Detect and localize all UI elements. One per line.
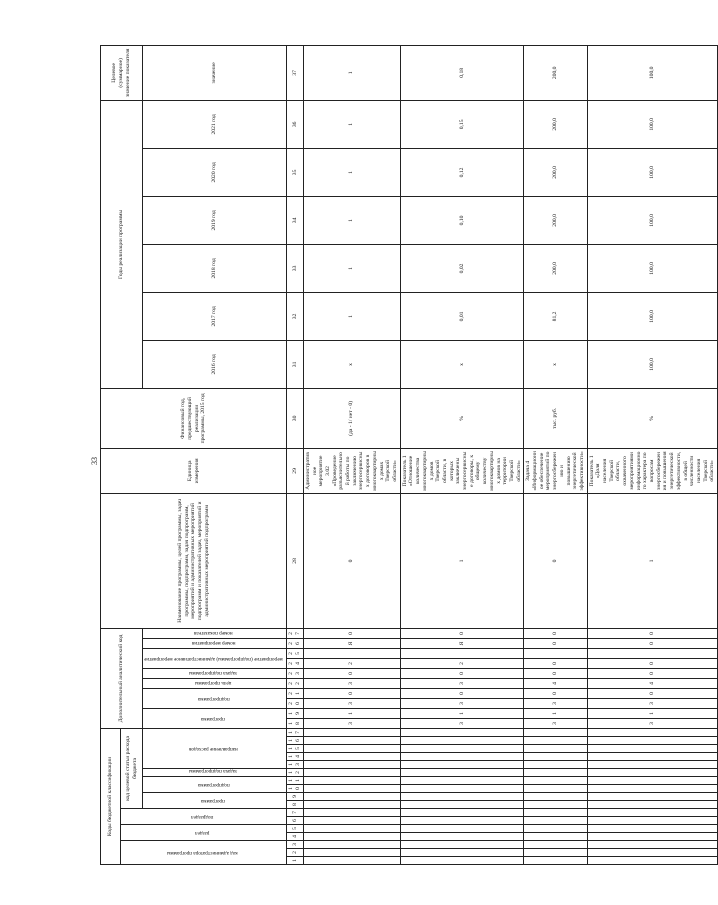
- row-year-value: 100,0: [587, 148, 717, 196]
- col-number: 12: [287, 769, 303, 777]
- row-year-value: 100,0: [587, 45, 717, 100]
- row-description: Административное мероприятие 3.02 «Проведение разъяснительной работы по заключению энергосервисных договоров в многоквартирных домах Тверской области»: [303, 448, 400, 493]
- row-year-value: 0,18: [400, 45, 524, 100]
- subprogram-header: подпрограмма: [143, 777, 287, 793]
- col-number: 14: [287, 753, 303, 761]
- code-cell: 3: [303, 698, 400, 708]
- row-year-value: 1: [303, 292, 400, 340]
- row-year-value: 0,12: [400, 148, 524, 196]
- code-cell: 0: [587, 668, 717, 678]
- col-number: 11: [287, 777, 303, 785]
- code-cell: 3: [524, 718, 587, 728]
- subsection-header: подраздел: [121, 809, 287, 825]
- col-number: 29: [287, 448, 303, 493]
- row-year-value: 200,0: [524, 148, 587, 196]
- code-cell: 3: [303, 678, 400, 688]
- col-number: 18: [287, 718, 303, 728]
- code-cell: 1: [400, 493, 524, 628]
- row-fin-year: x: [303, 340, 400, 388]
- analytic-code-header: Дополнительный аналитический код: [101, 628, 143, 728]
- col-number: 21: [287, 688, 303, 698]
- row-unit: тыс. руб.: [524, 388, 587, 448]
- an-program-header: программа: [143, 708, 287, 728]
- year-2018-header: 2018 год: [143, 244, 287, 292]
- code-cell: 0: [524, 658, 587, 668]
- row-year-value: 0,01: [400, 292, 524, 340]
- table-row: [400, 45, 524, 864]
- col-number: 16: [287, 737, 303, 745]
- code-cell: 0: [587, 628, 717, 638]
- col-number: 35: [287, 148, 303, 196]
- row-year-value: 200,0: [524, 196, 587, 244]
- col-number: 1: [287, 857, 303, 865]
- admin-code-header: код администратора программы: [121, 841, 287, 865]
- row-year-value: 1: [303, 244, 400, 292]
- col-number: 4: [287, 833, 303, 841]
- col-number: 3: [287, 841, 303, 849]
- rotated-table-stage: [100, 48, 716, 865]
- row-year-value: 200,0: [524, 45, 587, 100]
- code-cell: 3: [303, 718, 400, 728]
- row-description: Показатель 1 «Отношение количества многоквартирных домов Тверской области, в которых заключены энергосервисные договоры, к общему количеству многоквартирных домов на территории Тверской области»: [400, 448, 524, 493]
- row-year-value: 0,15: [400, 100, 524, 148]
- row-fin-year: 100,0: [587, 340, 717, 388]
- code-cell: 3: [400, 718, 524, 728]
- col-number: 19: [287, 708, 303, 718]
- an-event-header: мероприятие (подпрограммы) административное мероприятие: [143, 648, 287, 668]
- col-number: 30: [287, 388, 303, 448]
- an-goal-header: цель программы: [143, 678, 287, 688]
- subprogram-task-header: задача подпрограммы: [143, 769, 287, 777]
- row-year-value: 0,10: [400, 196, 524, 244]
- code-cell: 0: [524, 688, 587, 698]
- program-header: программа: [143, 793, 287, 809]
- row-year-value: 1: [303, 100, 400, 148]
- an-task-header: задача подпрограммы: [143, 668, 287, 678]
- row-fin-year: x: [400, 340, 524, 388]
- code-cell: 0: [524, 668, 587, 678]
- col-number: 22: [287, 678, 303, 688]
- col-number: 13: [287, 761, 303, 769]
- code-cell: 0: [303, 493, 400, 628]
- code-cell: 1: [587, 493, 717, 628]
- col-number: 34: [287, 196, 303, 244]
- column-numbers-row: [287, 45, 303, 864]
- row-year-value: 1: [303, 45, 400, 100]
- col-number: 24: [287, 658, 303, 668]
- code-cell: 4: [524, 678, 587, 688]
- row-year-value: 200,0: [524, 100, 587, 148]
- code-cell: 0: [400, 688, 524, 698]
- col-number: 27: [287, 628, 303, 638]
- col-number: 23: [287, 668, 303, 678]
- col-number: 9: [287, 793, 303, 801]
- row-year-value: 1: [303, 148, 400, 196]
- col-number: 10: [287, 785, 303, 793]
- col-number: 32: [287, 292, 303, 340]
- code-cell: 0: [587, 658, 717, 668]
- row-fin-year: x: [524, 340, 587, 388]
- code-cell: 4: [587, 678, 717, 688]
- row-year-value: 100,0: [587, 100, 717, 148]
- col-number: 20: [287, 698, 303, 708]
- col-number: 8: [287, 801, 303, 809]
- code-cell: 1: [524, 708, 587, 718]
- code-cell: Я: [303, 638, 400, 648]
- code-cell: 0: [524, 638, 587, 648]
- year-2019-header: 2019 год: [143, 196, 287, 244]
- code-cell: 0: [587, 688, 717, 698]
- section-header: раздел: [121, 825, 287, 841]
- code-cell: 1: [303, 708, 400, 718]
- row-description: Показатель 1 «Доля населения Тверской области, охваченного мероприятиями информационного характера по вопросам энергосбережения и повышения энергетической эффективности, в общей численности населения Тверской области»: [587, 448, 717, 493]
- col-number: 28: [287, 493, 303, 628]
- code-cell: 2: [303, 658, 400, 668]
- an-subprogram-header: подпрограмма: [143, 688, 287, 708]
- code-cell: 3: [587, 698, 717, 708]
- code-cell: 0: [400, 628, 524, 638]
- code-cell: 0: [524, 493, 587, 628]
- code-cell: [587, 648, 717, 658]
- col-number: 5: [287, 825, 303, 833]
- code-cell: 2: [400, 658, 524, 668]
- code-cell: 0: [303, 688, 400, 698]
- years-header: Годы реализации программы: [101, 100, 143, 388]
- code-cell: [524, 648, 587, 658]
- code-cell: 0: [587, 638, 717, 648]
- col-number: 15: [287, 745, 303, 753]
- an-event-no-header: номер мероприятия: [143, 638, 287, 648]
- row-description: Задача 4 «Информационное обеспечение мероприятий по энергосбережению и повышению энергетической эффективности»: [524, 448, 587, 493]
- code-cell: 0: [524, 628, 587, 638]
- code-cell: 3: [400, 698, 524, 708]
- row-year-value: 0,02: [400, 244, 524, 292]
- row-unit: %: [400, 388, 524, 448]
- row-unit: (да - 1/ нет - 0): [303, 388, 400, 448]
- col-number: 25: [287, 648, 303, 658]
- page-number: 33: [90, 457, 99, 465]
- target-value-header: значение: [143, 45, 287, 100]
- year-2016-header: 2016 год: [143, 340, 287, 388]
- col-number: 37: [287, 45, 303, 100]
- code-cell: [400, 648, 524, 658]
- col-number: 6: [287, 817, 303, 825]
- table-row: [303, 45, 400, 864]
- fin-year-header: Финансовый год, предшествующий реализации программы, 2015 год: [101, 388, 287, 448]
- code-cell: 0: [303, 668, 400, 678]
- code-cell: 0: [303, 628, 400, 638]
- budget-codes-header: Коды бюджетной классификации: [101, 728, 121, 864]
- unit-header: Единица измерения: [101, 448, 287, 493]
- row-unit: %: [587, 388, 717, 448]
- year-2021-header: 2021 год: [143, 100, 287, 148]
- code-cell: [303, 648, 400, 658]
- an-indicator-no-header: номер показателя: [143, 628, 287, 638]
- code-cell: 1: [400, 708, 524, 718]
- row-year-value: 81,2: [524, 292, 587, 340]
- program-indicators-table: [100, 45, 718, 865]
- col-number: 2: [287, 849, 303, 857]
- code-cell: Я: [400, 638, 524, 648]
- expense-direction-header: направление расходов: [143, 728, 287, 768]
- code-cell: 3: [400, 678, 524, 688]
- code-cell: 0: [400, 668, 524, 678]
- code-cell: 3: [587, 718, 717, 728]
- table-row: [587, 45, 717, 864]
- col-number: 33: [287, 244, 303, 292]
- col-number: 17: [287, 728, 303, 736]
- year-2020-header: 2020 год: [143, 148, 287, 196]
- col-number: 36: [287, 100, 303, 148]
- year-2017-header: 2017 год: [143, 292, 287, 340]
- target-header: Целевое (суммарное) значение показателя: [101, 45, 143, 100]
- row-year-value: 200,0: [524, 244, 587, 292]
- name-header: Наименование программы, целей программы, задач программы, подпрограмм, задач подпрограмм, мероприятий и административных мероприятий подпрограмм и показателей задач, мероприятий и административных мероприятий подпрограмм: [101, 493, 287, 628]
- row-year-value: 1: [303, 196, 400, 244]
- col-number: 7: [287, 809, 303, 817]
- code-cell: 3: [524, 698, 587, 708]
- row-year-value: 100,0: [587, 244, 717, 292]
- rotated-table-wrapper: [100, 48, 716, 865]
- target-item-code-header: код целевой статьи расхода бюджета: [121, 728, 143, 808]
- row-year-value: 100,0: [587, 196, 717, 244]
- code-cell: 1: [587, 708, 717, 718]
- row-year-value: 100,0: [587, 292, 717, 340]
- col-number: 26: [287, 638, 303, 648]
- col-number: 31: [287, 340, 303, 388]
- table-row: [524, 45, 587, 864]
